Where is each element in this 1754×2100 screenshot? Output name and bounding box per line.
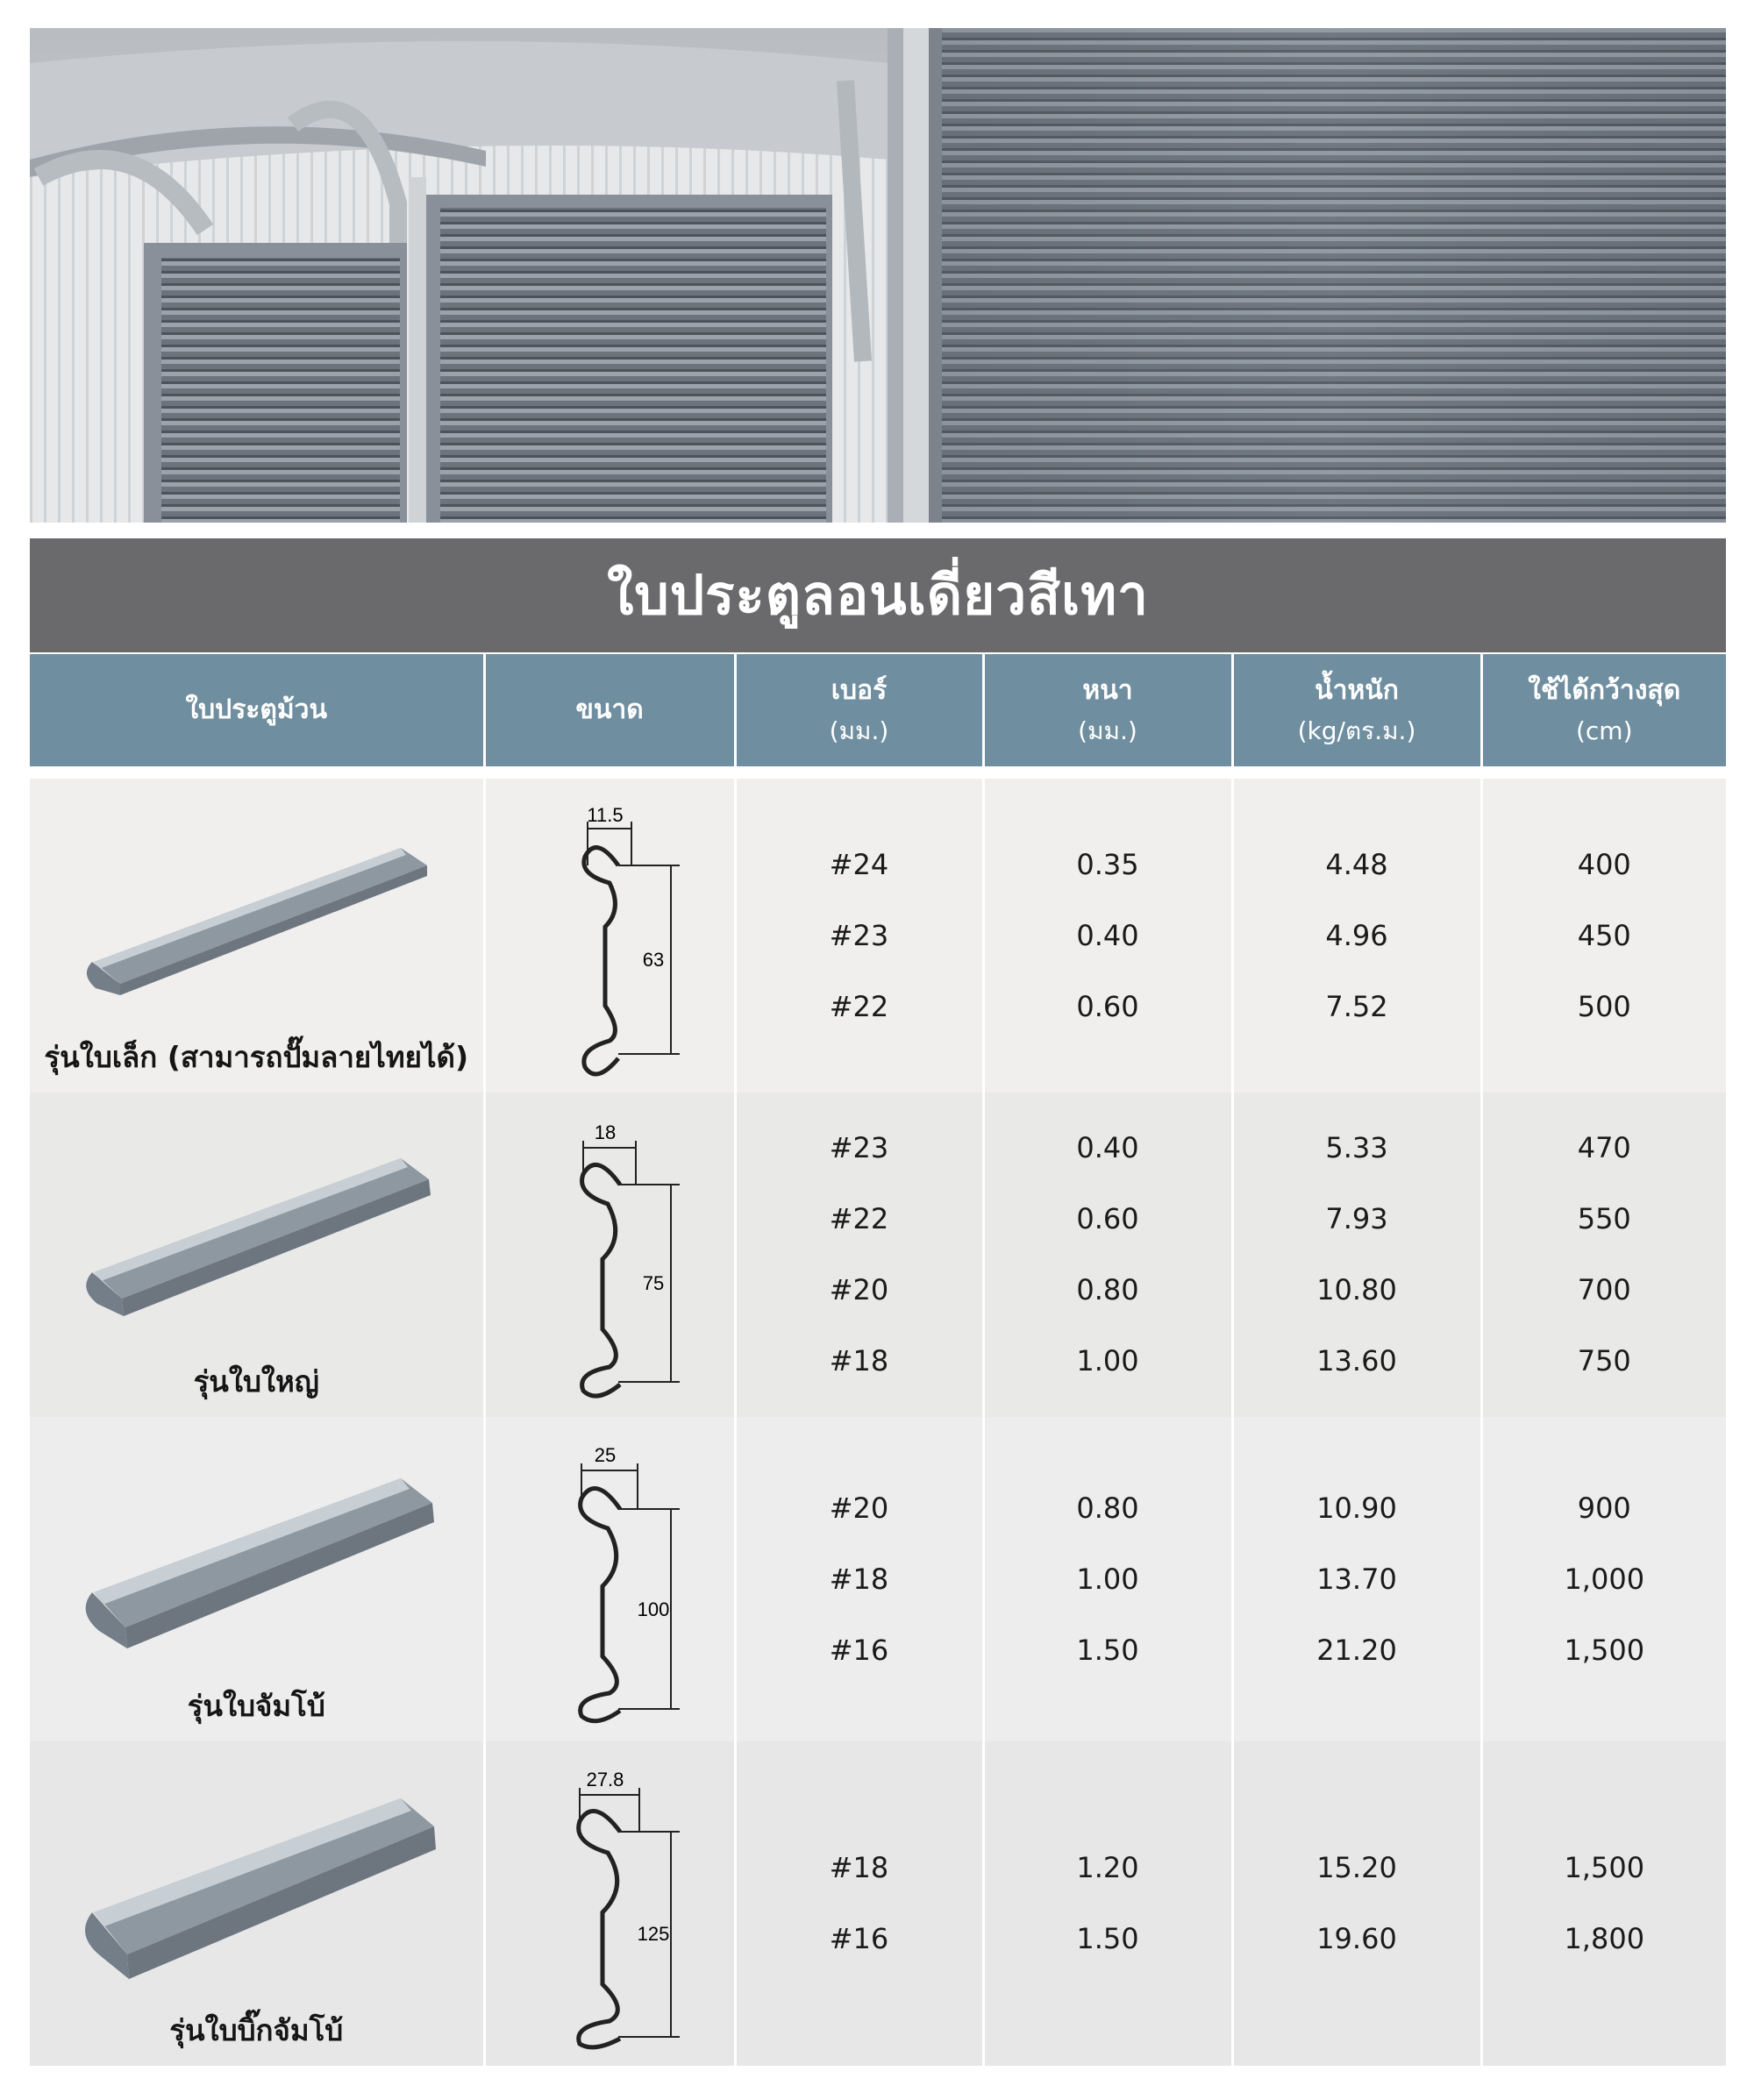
hero-photo-roller-shutters bbox=[30, 28, 1726, 523]
model-cell bbox=[30, 1417, 484, 1741]
gauge-cell bbox=[735, 779, 983, 1093]
dimension-top: 11.5 bbox=[587, 804, 624, 826]
roller-shutters-illustration bbox=[30, 28, 1726, 523]
profile-cell bbox=[484, 1417, 735, 1741]
weight-cell: 5.33 7.93 10.80 13.60 bbox=[1232, 1093, 1481, 1417]
header-max-width: ใช้ได้กว้างสุด (cm) bbox=[1481, 654, 1726, 766]
model-name: รุ่นใบเล็ก (สามารถปั๊มลายไทยได้) bbox=[44, 1040, 469, 1074]
gauge-cell: #18 #16 bbox=[735, 1741, 983, 2066]
slat-jumbo-image bbox=[68, 1461, 445, 1662]
thickness-cell: 1.20 1.50 bbox=[983, 1741, 1232, 2066]
slat-profile-drawing bbox=[522, 1755, 697, 2053]
table-row bbox=[30, 1741, 1726, 2066]
header-weight: น้ำหนัก (kg/ตร.ม.) bbox=[1232, 654, 1481, 766]
profile-cell bbox=[484, 1093, 735, 1417]
weight-cell: 15.20 19.60 bbox=[1232, 1741, 1481, 2066]
page-title: ใบประตูลอนเดี่ยวสีเทา bbox=[607, 563, 1149, 627]
max-width-cell: 400 450 500 bbox=[1481, 779, 1726, 1093]
thickness-cell: 0.80 1.00 1.50 bbox=[983, 1417, 1232, 1741]
table-row bbox=[30, 1417, 1726, 1741]
slat-profile-drawing bbox=[522, 1106, 697, 1404]
profile-cell bbox=[484, 779, 735, 1093]
gauge-cell: #23 #22 #20 #18 bbox=[735, 1093, 983, 1417]
weight-cell: 10.90 13.70 21.20 bbox=[1232, 1417, 1481, 1741]
dimension-side: 63 bbox=[642, 949, 665, 971]
dimension-top: 27.8 bbox=[586, 1769, 624, 1790]
spec-table bbox=[30, 654, 1726, 2066]
weight-cell: 4.48 4.96 7.52 bbox=[1232, 779, 1481, 1093]
header-model: ใบประตูม้วน bbox=[30, 654, 484, 766]
model-cell bbox=[30, 779, 484, 1093]
model-name: รุ่นใบจัมโบ้ bbox=[187, 1689, 325, 1723]
model-name: รุ่นใบบิ๊กจัมโบ้ bbox=[169, 2013, 344, 2047]
table-row bbox=[30, 779, 1726, 1093]
slat-big-image bbox=[68, 1141, 445, 1334]
max-width-cell: 1,500 1,800 bbox=[1481, 1741, 1726, 2066]
header-size: ขนาด bbox=[484, 654, 735, 766]
dimension-top: 18 bbox=[594, 1121, 617, 1143]
dimension-top: 25 bbox=[594, 1444, 617, 1466]
thickness-cell: 0.40 0.60 0.80 1.00 bbox=[983, 1093, 1232, 1417]
slat-big-jumbo-image bbox=[68, 1781, 445, 1991]
table-header-row bbox=[30, 654, 1726, 766]
header-gauge: เบอร์ (มม.) bbox=[735, 654, 983, 766]
dimension-side: 75 bbox=[642, 1272, 665, 1294]
profile-cell bbox=[484, 1741, 735, 2066]
dimension-side: 100 bbox=[637, 1598, 670, 1620]
slat-small-image bbox=[68, 830, 445, 1006]
slat-profile-drawing bbox=[522, 787, 697, 1085]
gauge-cell: #20 #18 #16 bbox=[735, 1417, 983, 1741]
model-cell bbox=[30, 1093, 484, 1417]
gauge-list: #24 #23 #22 bbox=[829, 847, 889, 1023]
table-row bbox=[30, 1093, 1726, 1417]
max-width-cell: 470 550 700 750 bbox=[1481, 1093, 1726, 1417]
slat-profile-drawing bbox=[522, 1430, 697, 1728]
max-width-cell: 900 1,000 1,500 bbox=[1481, 1417, 1726, 1741]
model-name: รุ่นใบใหญ่ bbox=[193, 1364, 319, 1399]
model-cell bbox=[30, 1741, 484, 2066]
dimension-side: 125 bbox=[637, 1923, 670, 1945]
title-band bbox=[30, 538, 1726, 652]
thickness-cell: 0.35 0.40 0.60 bbox=[983, 779, 1232, 1093]
header-thickness: หนา (มม.) bbox=[983, 654, 1232, 766]
